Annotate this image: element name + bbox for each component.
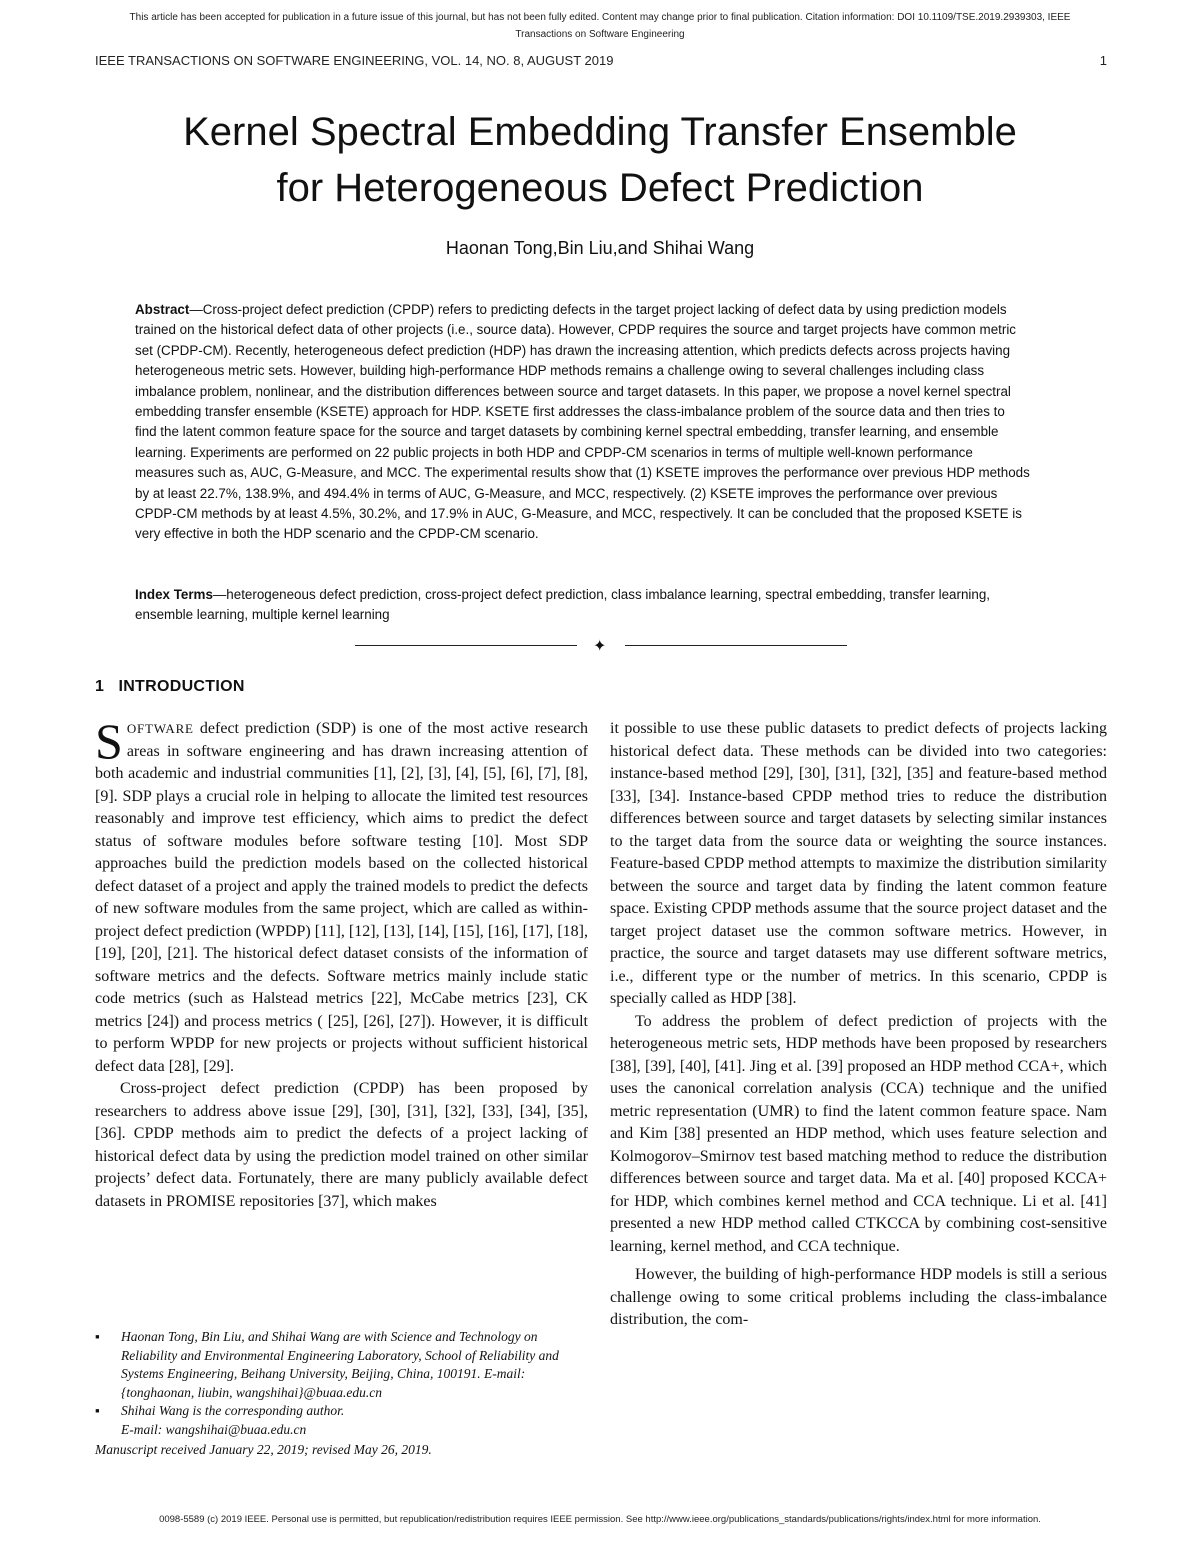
section-number: 1 bbox=[95, 678, 105, 695]
author-footnotes bbox=[95, 1328, 588, 1439]
footnote-corresponding-text: ▪ Shihai Wang is the corresponding author. bbox=[121, 1403, 345, 1418]
divider-rule-right bbox=[625, 645, 847, 646]
page-number: 1 bbox=[1099, 53, 1107, 68]
index-terms bbox=[135, 585, 1030, 626]
index-terms-label: Index Terms bbox=[135, 587, 213, 602]
paper-title bbox=[40, 104, 1160, 216]
copyright-notice: 0098-5589 (c) 2019 IEEE. Personal use is permitted, but republication/redistribution requires IEEE permission. See http://www.ieee.org/publications_standards/publications/rights/index.html for more information. bbox=[159, 1514, 1041, 1525]
left-column bbox=[95, 713, 588, 1213]
divider-diamond-icon: ✦ bbox=[593, 638, 607, 655]
abstract-text: —Cross-project defect prediction (CPDP) refers to predicting defects in the target project lacking of defect data by using prediction models trained on the historical defect data of other projects (i.e., source data). However, CPDP requires the source and target projects have common metric set (CPDP-CM). Recently, heterogeneous defect prediction (HDP) has drawn the increasing attention, which predicts defects across projects having heterogeneous metric sets. However, building high-performance HDP methods remains a challenge owing to several challenges including class imbalance problem, nonlinear, and the distribution differences between source and target datasets. In this paper, we propose a novel kernel spectral embedding transfer ensemble (KSETE) approach for HDP. KSETE first addresses the class-imbalance problem of the source data and then tries to find the latent common feature space for the source and target datasets by combining kernel spectral embedding, transfer learning, and ensemble learning. Experiments are performed on 22 public projects in both HDP and CPDP-CM scenarios in terms of multiple well-known performance measures such as, AUC, G-Measure, and MCC. The experimental results show that (1) KSETE improves the performance over previous HDP methods by at least 22.7%, 138.9%, and 494.4% in terms of AUC, G-Measure, and MCC, respectively. (2) KSETE improves the performance over previous CPDP-CM methods by at least 4.5%, 30.2%, and 17.9% in AUC, G-Measure, and MCC, respectively. It can be concluded that the proposed KSETE is very effective in both the HDP scenario and the CPDP-CM scenario. bbox=[135, 302, 1030, 542]
publication-notice-line1: This article has been accepted for publication in a future issue of this journal, but has not been fully edited. Content may change prior to final publication. Citation information: DOI 10.1109/TSE.2019.2939303, IEEE bbox=[129, 12, 1071, 23]
intro-paragraph-2: Cross-project defect prediction (CPDP) has been proposed by researchers to address above issue [29], [30], [31], [32], [33], [34], [35], [36]. CPDP methods aim to predict the defects of a project lacking of historical defect data by using the prediction model trained on other similar projects’ defect data. Fortunately, there are many publicly available defect datasets in PROMISE repositories [37], which makes bbox=[95, 1080, 588, 1210]
manuscript-dates: Manuscript received January 22, 2019; revised May 26, 2019. bbox=[95, 1442, 432, 1457]
section-title: INTRODUCTION bbox=[118, 678, 245, 695]
abstract-label: Abstract bbox=[135, 302, 190, 317]
author-list: Haonan Tong,Bin Liu,and Shihai Wang bbox=[445, 238, 755, 258]
footnote-corresponding bbox=[121, 1402, 588, 1439]
intro-paragraph-1 bbox=[95, 713, 588, 1078]
section-divider bbox=[355, 638, 847, 655]
footnote-affiliation: ▪ Haonan Tong, Bin Liu, and Shihai Wang are with Science and Technology on Reliability and Environmental Engineering Laboratory, School of Reliability and Systems Engineering, Beihang University, Beijing, China, 100191. E-mail: {tonghaonan, liubin, wangshihai}@buaa.edu.cn bbox=[121, 1328, 588, 1402]
drop-cap: S bbox=[95, 713, 123, 769]
small-caps-lead: OFTWARE bbox=[126, 721, 194, 736]
journal-citation: IEEE TRANSACTIONS ON SOFTWARE ENGINEERING, VOL. 14, NO. 8, AUGUST 2019 bbox=[95, 53, 614, 68]
paper-title-line1: Kernel Spectral Embedding Transfer Ensemble bbox=[183, 110, 1017, 154]
divider-rule-left bbox=[355, 645, 577, 646]
publication-notice bbox=[20, 9, 1180, 43]
index-terms-text: —heterogeneous defect prediction, cross-project defect prediction, class imbalance learning, spectral embedding, transfer learning, ensemble learning, multiple kernel learning bbox=[135, 587, 990, 623]
intro-paragraph-4: However, the building of high-performance HDP models is still a serious challenge owing to some critical problems including the class-imbalance distribution, the com- bbox=[610, 1266, 1107, 1328]
abstract bbox=[135, 300, 1030, 545]
intro-paragraph-continued: it possible to use these public datasets to predict defects of projects lacking historical defect data. These methods can be divided into two categories: instance-based method [29], [30], [31], [32], [35] and feature-based method [33], [34]. Instance-based CPDP method tries to reduce the distribution differences between source and target datasets by selecting similar instances to the target data from the source data or weighting the source instances. Feature-based CPDP method attempts to maximize the distribution similarity between the source and target data by finding the latent common feature space. Existing CPDP methods assume that the source project dataset and the target project dataset use the common software metrics. However, in practice, the source and target datasets may use different software metrics, i.e., different type or the number of metrics. In this scenario, CPDP is specially called as HDP [38]. bbox=[610, 720, 1107, 1007]
paper-title-line2: for Heterogeneous Defect Prediction bbox=[276, 166, 924, 210]
running-header bbox=[95, 53, 1107, 68]
intro-paragraph-1-text: defect prediction (SDP) is one of the most active research areas in software engineering and has drawn increasing attention of both academic and industrial communities [1], [2], [3], [4], [5], [6], [7], [8], [9]. SDP plays a crucial role in helping to allocate the limited test resources reasonably and improve test efficiency, which aims to predict the defect status of software modules before software testing [10]. Most SDP approaches build the prediction models based on the collected historical defect dataset of a project and apply the trained models to predict the defects of new software modules from the same project, which are called as within-project defect prediction (WPDP) [11], [12], [13], [14], [15], [16], [17], [18], [19], [20], [21]. The historical defect dataset consists of the information of software metrics and the defects. Software metrics mainly include static code metrics (such as Halstead metrics [22], McCabe metrics [23], CK metrics [24]) and process metrics ( [25], [26], [27]). However, it is difficult to perform WPDP for new projects or projects without sufficient historical defect data [28], [29]. bbox=[95, 720, 588, 1075]
publication-notice-line2: Transactions on Software Engineering bbox=[515, 29, 685, 40]
intro-paragraph-3: To address the problem of defect prediction of projects with the heterogeneous metric sets, HDP methods have been proposed by researchers [38], [39], [40], [41]. Jing et al. [39] proposed an HDP method CCA+, which uses the canonical correlation analysis (CCA) technique and the unified metric representation (UMR) to find the latent common feature space. Nam and Kim [38] presented an HDP method, which uses feature selection and Kolmogorov–Smirnov test based matching method to reduce the distribution differences between source and target data. Ma et al. [40] proposed KCCA+ for HDP, which combines kernel method and CCA technique. Li et al. [41] presented a new HDP method called CTKCCA by combining cost-sensitive learning, kernel method, and CCA technique. bbox=[610, 1012, 1107, 1255]
right-column bbox=[610, 718, 1107, 1332]
section-heading bbox=[95, 678, 245, 696]
footnote-corresponding-email: E-mail: wangshihai@buaa.edu.cn bbox=[121, 1421, 307, 1437]
